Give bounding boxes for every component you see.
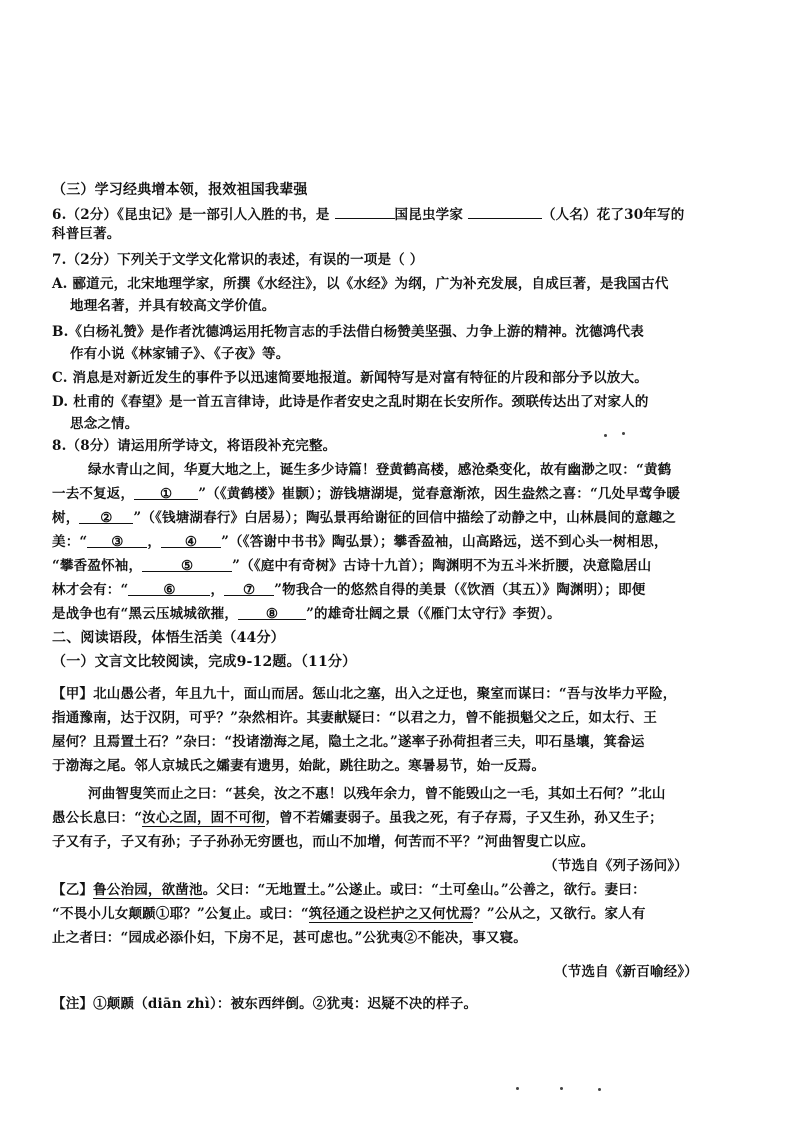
q6-text-c: （人名）花了30年写的 — [541, 207, 685, 223]
q8-blank-8[interactable]: ⑧ — [238, 604, 306, 620]
scan-speck — [622, 432, 625, 435]
yi-underlined-sentence: 筑径通之设栏护之又何忧焉 — [308, 906, 474, 922]
q6-blank-name[interactable] — [468, 203, 542, 219]
q7-option-a-line2: 地理名著，并具有较高文学价值。 — [70, 298, 276, 314]
q7-stem: 7.（2分）下列关于文学文化常识的表述，有误的一项是（ ） — [52, 252, 424, 268]
jia-line1: 【甲】北山愚公者，年且九十，面山而居。惩山北之塞，出入之迂也，聚室而谋曰：“吾与汝毕力平险， — [52, 686, 677, 702]
q8-para-line7 — [52, 604, 752, 624]
q6-blank-country[interactable] — [335, 203, 395, 219]
jia-line2: 指通豫南，达于汉阴，可乎？”杂然相许。其妻献疑曰：“以君之力，曾不能损魁父之丘，如太行、王 — [52, 710, 658, 726]
q8-para-line3 — [52, 508, 752, 528]
q8-para-line1: 绿水青山之间，华夏大地之上，诞生多少诗篇！登黄鹤高楼，感沧桑变化，故有幽渺之叹：“黄鹤 — [88, 462, 672, 478]
q7-option-d-line1: D. 杜甫的《春望》是一首五言律诗，此诗是作者安史之乱时期在长安所作。颈联传达出了对家人的 — [52, 394, 649, 410]
q8-text: ”（《钱塘湖春行》白居易）；陶弘景再给谢征的回信中描绘了动静之中，山林晨间的意趣之 — [133, 510, 676, 526]
yi-source: （节选自《新百喻经》） — [554, 964, 698, 980]
jia-line6 — [52, 808, 752, 828]
q8-text: 树， — [52, 510, 80, 526]
q7-option-c: C. 消息是对新近发生的事件予以迅速简要地报道。新闻特写是对富有特征的片段和部分予以放大。 — [52, 370, 648, 386]
yi-text: 【乙】 — [52, 882, 94, 898]
q8-text: ”（《黄鹤楼》崔颢）；游钱塘湖堤，觉春意渐浓，因生盎然之喜：“几处早莺争暖 — [198, 486, 681, 502]
q8-para-line6 — [52, 580, 752, 600]
q7-option-b-line2: 作有小说《林家铺子》、《子夜》等。 — [70, 346, 290, 362]
q8-text: 一去不复返， — [52, 486, 135, 502]
yi-underlined-phrase: 鲁公治园，欲凿池 — [93, 882, 203, 898]
q6-text-a: 6.（2分）《昆虫记》是一部引人入胜的书，是 — [52, 207, 330, 223]
q8-text: 林才会有：“ — [52, 582, 129, 598]
q8-blank-2[interactable]: ② — [79, 508, 133, 524]
q8-blank-6[interactable]: ⑥ — [128, 580, 210, 596]
jia-line5: 河曲智叟笑而止之曰：“甚矣，汝之不惠！以残年余力，曾不能毁山之一毛，其如土石何？”北山 — [88, 786, 666, 802]
q8-para-line2 — [52, 484, 752, 504]
q8-text: 美：“ — [52, 534, 88, 550]
q8-blank-7[interactable]: ⑦ — [224, 580, 274, 596]
q8-blank-5[interactable]: ⑤ — [142, 556, 232, 572]
jia-line3: 屋何？且焉置土石？”杂曰：“投诸渤海之尾，隐土之北。”遂率子孙荷担者三夫，叩石垦壤，箕畚运 — [52, 734, 645, 750]
jia-underlined-sentence: 汝心之固，固不可彻 — [142, 810, 266, 826]
scan-speck — [516, 1087, 519, 1090]
part2-heading: 二、阅读语段，体悟生活美（44分） — [52, 630, 285, 646]
jia-text: ，曾不若孀妻弱子。虽我之死，有子存焉，子又生孙，孙又生子； — [265, 810, 663, 826]
q8-text: “攀香盈怀袖， — [52, 558, 143, 574]
q8-stem: 8.（8分）请运用所学诗文，将语段补充完整。 — [52, 438, 337, 454]
section3-heading: （三）学习经典增本领，报效祖国我辈强 — [52, 182, 308, 198]
q8-text: ， — [210, 582, 225, 598]
jia-text: 愚公长息曰：“ — [52, 810, 143, 826]
q6-text-b: 国昆虫学家 — [394, 207, 464, 223]
yi-text: “不畏小儿女颠踬①耶？”公复止。或曰：“ — [52, 906, 309, 922]
yi-text: ？”公从之，又欲行。家人有 — [473, 906, 646, 922]
jia-line7: 子又有子，子又有孙；子子孙孙无穷匮也，而山不加增，何苦而不平？”河曲智叟亡以应。 — [52, 834, 595, 850]
q8-text: ， — [147, 534, 162, 550]
yi-line2 — [52, 904, 752, 924]
q8-blank-4[interactable]: ④ — [161, 532, 221, 548]
q8-text: ”的雄奇壮阔之景（《雁门太守行》李贺）。 — [306, 606, 561, 622]
jia-source: （节选自《列子汤问》） — [544, 858, 688, 874]
q8-text: ”（《庭中有奇树》古诗十九首）；陶渊明不为五斗米折腰，决意隐居山 — [232, 558, 652, 574]
q8-text: ”物我合一的悠然自得的美景（《饮酒（其五）》陶渊明）；即便 — [274, 582, 646, 598]
q7-option-b-line1: B.《白杨礼赞》是作者沈德鸿运用托物言志的手法借白杨赞美坚强、力争上游的精神。沈德鸿代表 — [52, 324, 644, 340]
q8-blank-3[interactable]: ③ — [87, 532, 147, 548]
jia-line4: 于渤海之尾。邻人京城氏之孀妻有遗男，始龀，跳往助之。寒暑易节，始一反焉。 — [52, 758, 546, 774]
scan-speck — [598, 1088, 601, 1091]
yi-text: 。父曰：“无地置土。”公遂止。或曰：“土可垒山。”公善之，欲行。妻曰： — [202, 882, 646, 898]
q7-option-a-line1: A. 郦道元，北宋地理学家，所撰《水经注》，以《水经》为纲，广为补充发展，自成巨著，是我国古代 — [52, 276, 669, 292]
q8-para-line4 — [52, 532, 752, 552]
q6-line1 — [52, 203, 752, 225]
yi-line3: 止之者曰：“园成必添仆妇，下房不足，甚可虑也。”公犹夷②不能决，事又寝。 — [52, 930, 527, 946]
scan-speck — [560, 1087, 563, 1090]
yi-line1 — [52, 880, 752, 900]
q8-text: 是战争也有“黑云压城城欲摧， — [52, 606, 239, 622]
part2-subheading: （一）文言文比较阅读，完成9-12题。（11分） — [52, 654, 357, 670]
q8-text: ”（《答谢中书书》陶弘景）；攀香盈袖，山高路远，送不到心头一树相思， — [221, 534, 668, 550]
q6-line2: 科普巨著。 — [52, 226, 121, 242]
q8-blank-1[interactable]: ① — [134, 484, 198, 500]
q8-para-line5 — [52, 556, 752, 576]
q7-option-d-line2: 思念之情。 — [70, 416, 139, 432]
annotation-note: 【注】①颠踬（diān zhì）：被东西绊倒。②犹夷：迟疑不决的样子。 — [52, 996, 478, 1012]
